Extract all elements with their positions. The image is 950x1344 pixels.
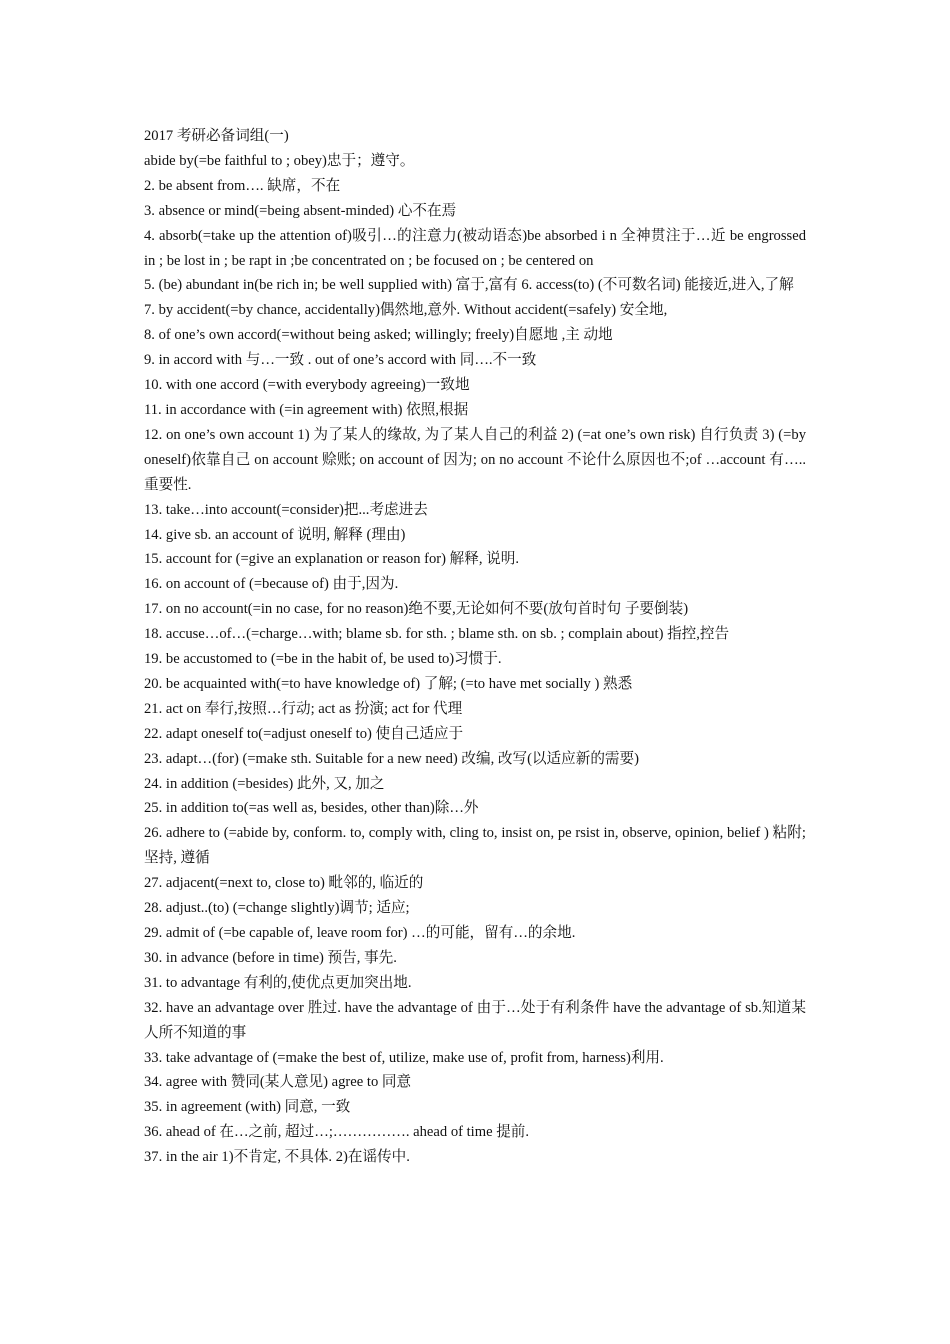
entry-1: abide by(=be faithful to ; obey)忠于；遵守。 (144, 152, 415, 169)
entry-25: 25. in addition to(=as well as, besides, other than)除…外 (144, 800, 479, 817)
entry-15: 15. account for (=give an explanation or reason for) 解释, 说明. (144, 551, 519, 568)
entry-17: 17. on no account(=in no case, for no reason)绝不要,无论如何不要(放句首时句 子要倒装) (144, 601, 689, 618)
entry-29: 29. admit of (=be capable of, leave room for) …的可能，留有…的余地. (144, 925, 576, 941)
entry-2: 2. be absent from…. 缺席，不在 (144, 177, 341, 194)
entry-7: 7. by accident(=by chance, accidentally)偶然地,意外. Without accident(=safely) 安全地, (144, 302, 668, 319)
entry-8: 8. of one’s own accord(=without being asked; willingly; freely)自愿地 ,主 动地 (144, 327, 613, 344)
entry-19: 19. be accustomed to (=be in the habit of, be used to)习惯于. (144, 651, 502, 668)
entry-22: 22. adapt oneself to(=adjust oneself to) 使自己适应于 (144, 725, 464, 742)
entry-20: 20. be acquainted with(=to have knowledge of) 了解; (=to have met socially ) 熟悉 (144, 675, 633, 692)
entry-13: 13. take…into account(=consider)把...考虑进去 (144, 501, 428, 518)
entry-33: 33. take advantage of (=make the best of, utilize, make use of, profit from, harness)利用. (144, 1049, 664, 1066)
entry-14: 14. give sb. an account of 说明, 解释 (理由) (144, 526, 406, 543)
entry-34: 34. agree with 赞同(某人意见) agree to 同意 (144, 1074, 412, 1091)
entry-3: 3. absence or mind(=being absent-minded) 心不在焉 (144, 202, 457, 219)
entry-9: 9. in accord with 与…一致 . out of one’s accord with 同….不一致 (144, 352, 537, 369)
entry-32: 32. have an advantage over 胜过. have the advantage of 由于…处于有利条件 have the advantage of sb.知道某人所不知道的事 (144, 999, 806, 1041)
entry-16: 16. on account of (=because of) 由于,因为. (144, 576, 399, 593)
entry-35: 35. in agreement (with) 同意, 一致 (144, 1099, 351, 1116)
entry-21: 21. act on 奉行,按照…行动; act as 扮演; act for 代理 (144, 700, 463, 717)
entry-12: 12. on one’s own account 1) 为了某人的缘故, 为了某人自己的利益 2) (=at one’s own risk) 自行负责 3) (=by oneself)依靠自己 on account 赊账; on account of 因为; on no account 不论什么原因也不;of …account 有…..重要性. (144, 426, 806, 493)
entry-36: 36. ahead of 在…之前, 超过…;……………. ahead of time 提前. (144, 1124, 530, 1141)
entry-10: 10. with one accord (=with everybody agreeing)一致地 (144, 377, 470, 394)
entry-27: 27. adjacent(=next to, close to) 毗邻的, 临近的 (144, 875, 424, 892)
entry-18: 18. accuse…of…(=charge…with; blame sb. for sth. ; blame sth. on sb. ; complain about) 指控,控告 (144, 626, 730, 643)
entry-37: 37. in the air 1)不肯定, 不具体. 2)在谣传中. (144, 1149, 410, 1166)
entry-4: 4. absorb(=take up the attention of)吸引…的注意力(被动语态)be absorbed i n 全神贯注于…近 be engrossed in ; be lost in ; be rapt in ;be concentrated on ; be focused on ; be centered on (144, 227, 806, 269)
entry-30: 30. in advance (before in time) 预告, 事先. (144, 949, 397, 966)
entry-26: 26. adhere to (=abide by, conform. to, comply with, cling to, insist on, pe rsist in, observe, opinion, belief ) 粘附; 坚持, 遵循 (144, 825, 806, 867)
document-title: 2017 考研必备词组(一) (144, 128, 289, 144)
entry-24: 24. in addition (=besides) 此外, 又, 加之 (144, 775, 385, 792)
document-page (144, 124, 806, 1170)
entry-23: 23. adapt…(for) (=make sth. Suitable for a new need) 改编, 改写(以适应新的需要) (144, 750, 639, 767)
entry-11: 11. in accordance with (=in agreement with) 依照,根据 (144, 401, 469, 418)
entry-5: 5. (be) abundant in(be rich in; be well supplied with) 富于,富有 6. access(to) (不可数名词) 能接近,进入,了解 (144, 277, 794, 294)
entry-31: 31. to advantage 有利的,使优点更加突出地. (144, 974, 412, 991)
entry-28: 28. adjust..(to) (=change slightly)调节; 适应; (144, 900, 410, 917)
